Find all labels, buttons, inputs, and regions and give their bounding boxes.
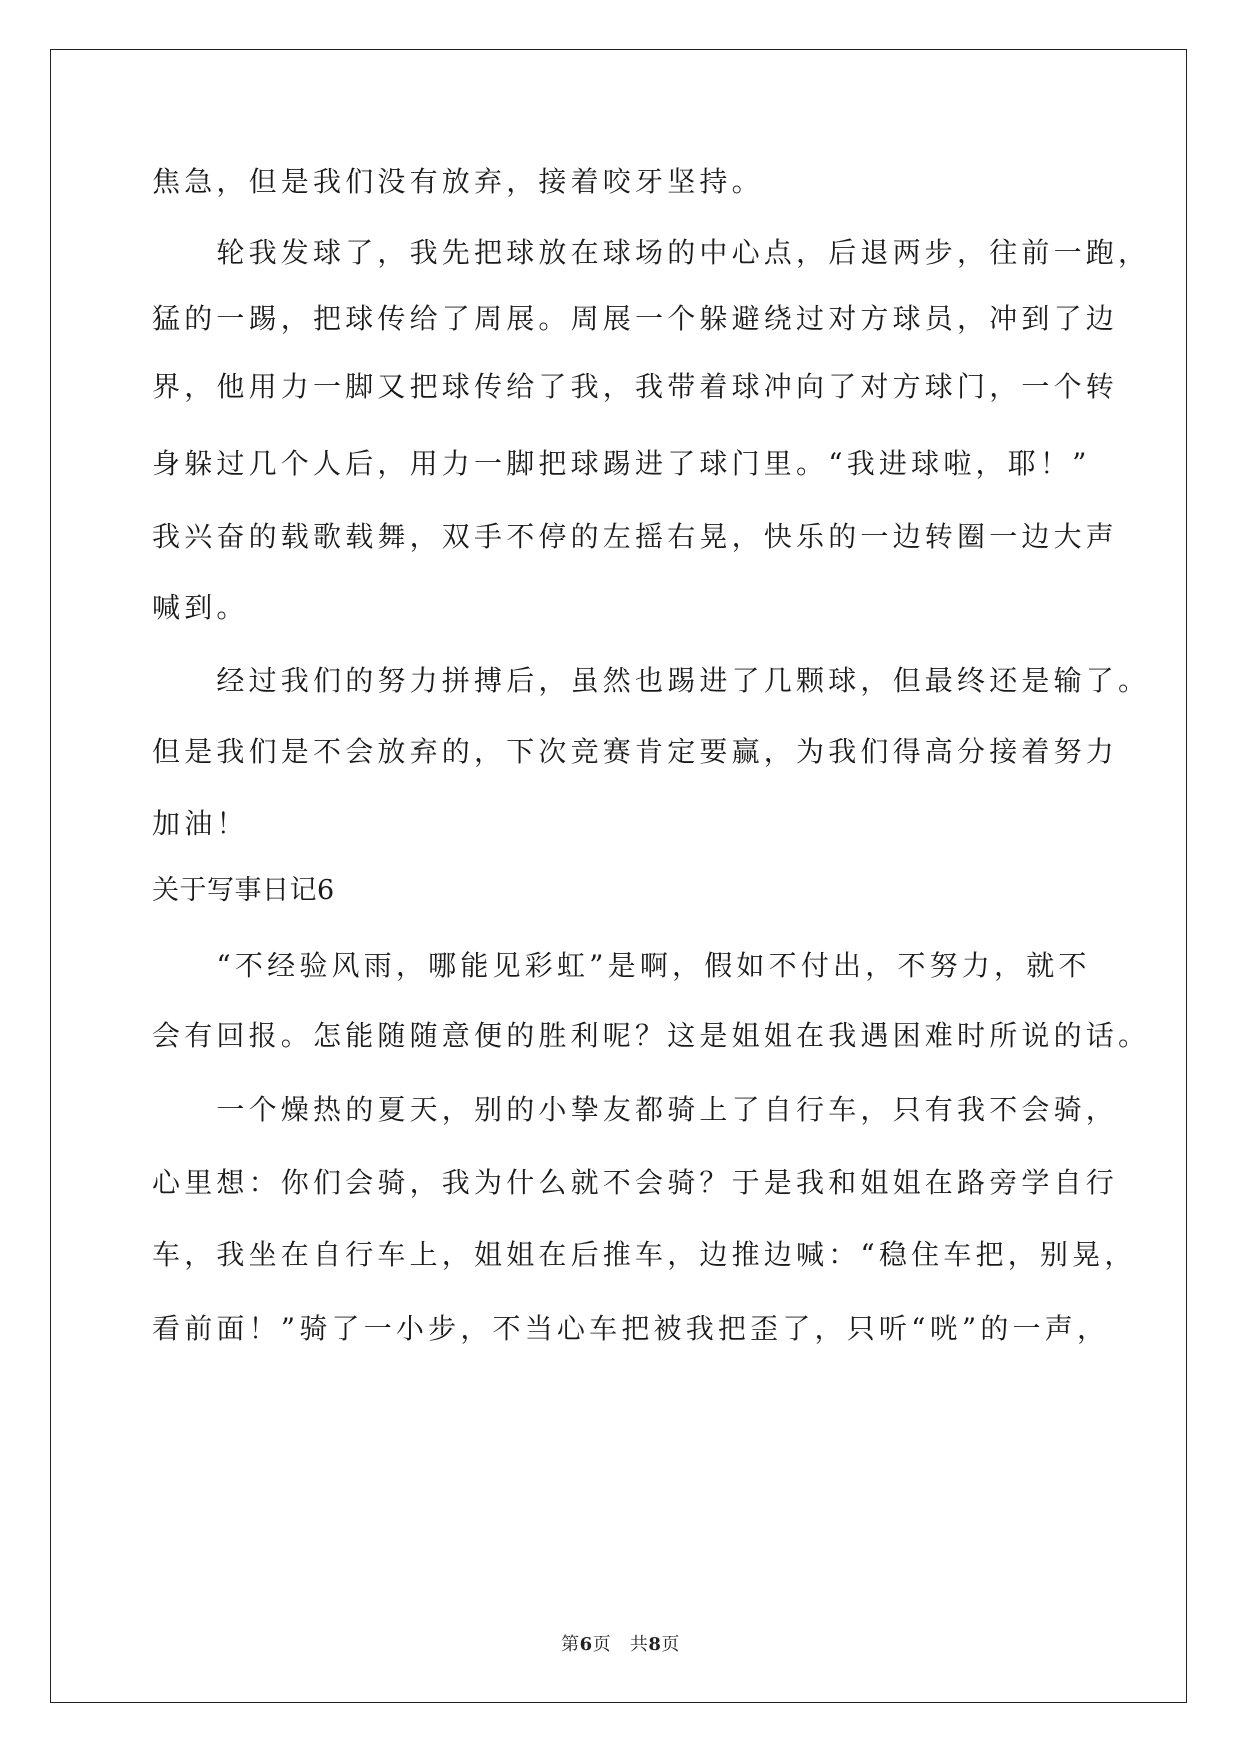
section-heading: 关于写事日记6 (152, 875, 335, 906)
total-page-number: 8 (648, 1634, 662, 1655)
footer-prefix: 第 (561, 1634, 580, 1655)
footer-total-suffix: 页 (661, 1634, 680, 1655)
text-line: 会有回报。怎能随随意便的胜利呢？这是姐姐在我遇困难时所说的话。 (152, 1019, 1151, 1052)
text-line: 看前面！”骑了一小步，不当心车把被我把歪了，只听“咣”的一声， (152, 1312, 1110, 1345)
text-line: 我兴奋的载歌载舞，双手不停的左摇右晃，快乐的一边转圈一边大声 (152, 520, 1119, 553)
current-page-number: 6 (579, 1634, 593, 1655)
text-line: 焦急，但是我们没有放弃，接着咬牙坚持。 (152, 165, 764, 198)
page-footer (0, 1630, 1241, 1656)
text-line: 界，他用力一脚又把球传给了我，我带着球冲向了对方球门，一个转 (152, 370, 1119, 403)
footer-page-word: 页 (592, 1634, 612, 1655)
text-line: “不经验风雨，哪能见彩虹”是啊，假如不付出，不努力，就不 (152, 949, 1091, 982)
text-line: 车，我坐在自行车上，姐姐在后推车，边推边喊：“稳住车把，别晃， (152, 1238, 1137, 1271)
text-line: 经过我们的努力拼搏后，虽然也踢进了几颗球，但最终还是输了。 (152, 664, 1151, 697)
text-line: 身躲过几个人后，用力一脚把球踢进了球门里。“我进球啦，耶！” (152, 447, 1091, 480)
text-line: 喊到。 (152, 591, 249, 624)
footer-total-prefix: 共 (629, 1634, 649, 1655)
text-line: 一个燥热的夏天，别的小挚友都骑上了自行车，只有我不会骑， (152, 1093, 1119, 1126)
text-line: 猛的一踢，把球传给了周展。周展一个躲避绕过对方球员，冲到了边 (152, 302, 1119, 335)
text-line: 加油！ (152, 807, 249, 840)
text-line: 但是我们是不会放弃的，下次竞赛肯定要赢，为我们得高分接着努力 (152, 735, 1119, 768)
text-line: 心里想：你们会骑，我为什么就不会骑？于是我和姐姐在路旁学自行 (152, 1166, 1119, 1199)
text-line: 轮我发球了，我先把球放在球场的中心点，后退两步，往前一跑， (152, 236, 1151, 269)
